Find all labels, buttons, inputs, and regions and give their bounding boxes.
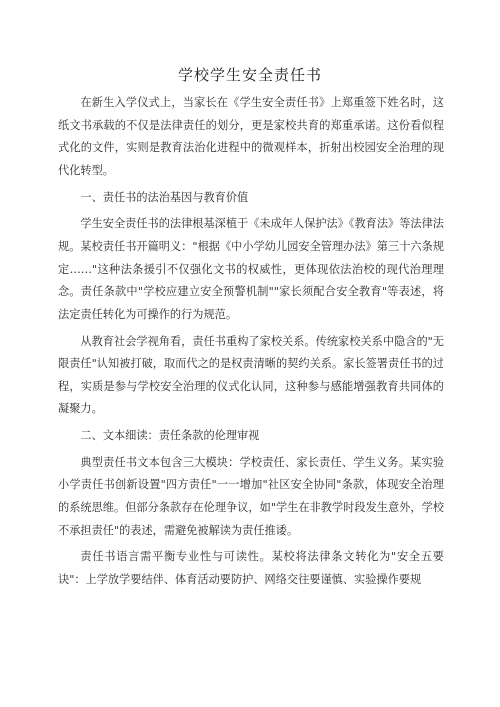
section-1-paragraph-2: 从教育社会学视角看，责任书重构了家校关系。传统家校关系中隐含的"无限责任"认知被打破，取而代之的是权责清晰的契约关系。家长签署责任书的过程，实质是参与学校安全治理的仪式化认同，这种参与感能增强教育共同体的凝聚力。 bbox=[58, 334, 444, 416]
section-2-paragraph-2: 责任书语言需平衡专业性与可读性。某校将法律条文转化为"安全五要诀"：上学放学要结伴、体育活动要防护、网络交往要谨慎、实验操作要规 bbox=[58, 550, 444, 586]
intro-paragraph: 在新生入学仪式上，当家长在《学生安全责任书》上郑重签下姓名时，这纸文书承载的不仅是法律责任的划分，更是家校共育的郑重承诺。这份看似程式化的文件，实则是教育法治化进程中的微观样本，折射出校园安全治理的现代化转型。 bbox=[58, 96, 444, 177]
document-title: 学校学生安全责任书 bbox=[177, 66, 322, 84]
section-heading-1: 一、责任书的法治基因与教育价值 bbox=[80, 190, 249, 204]
section-2-paragraph-1: 典型责任书文本包含三大模块：学校责任、家长责任、学生义务。某实验小学责任书创新设置"四方责任"一一增加"社区安全协同"条款，体现安全治理的系统思维。但部分条款存在伦理争议，如"学生在非教学时段发生意外，学校不承担责任"的表述，需避免被解读为责任推诿。 bbox=[58, 455, 444, 537]
section-1-paragraph-1: 学生安全责任书的法律根基深植于《未成年人保护法》《教育法》等法律法规。某校责任书开篇明义："根据《中小学幼儿园安全管理办法》第三十六条规定……"这种法条援引不仅强化文书的权威性，更体现依法治校的现代治理理念。责任条款中"学校应建立安全预警机制""家长须配合安全教育"等表述，将法定责任转化为可操作的行为规范。 bbox=[58, 217, 444, 321]
section-heading-2: 二、文本细读：责任条款的伦理审视 bbox=[80, 429, 260, 443]
document-body bbox=[58, 92, 444, 596]
